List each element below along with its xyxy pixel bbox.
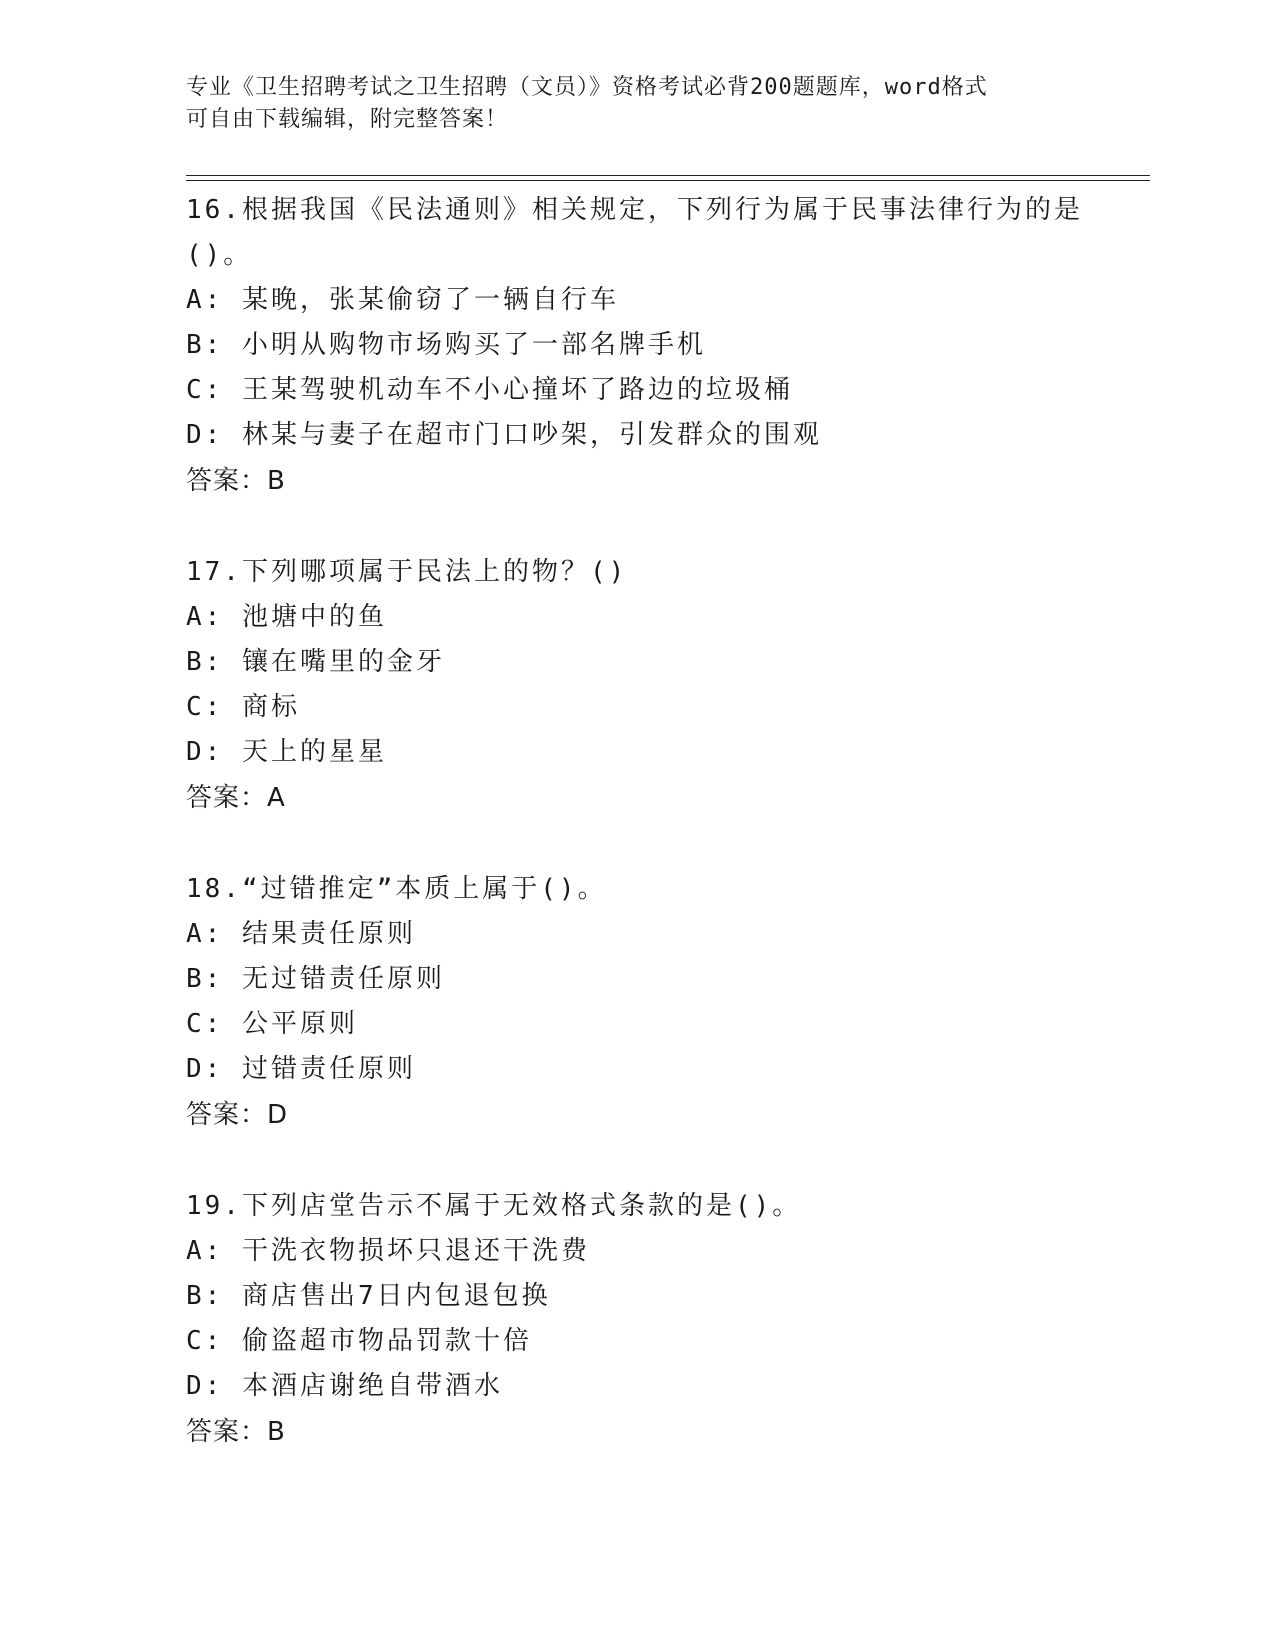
question-stem: 16.根据我国《民法通则》相关规定，下列行为属于民事法律行为的是	[186, 195, 1083, 225]
answer: 答案：D	[186, 1100, 289, 1130]
option-d: D: 过错责任原则	[186, 1054, 416, 1084]
option-b: B: 商店售出7日内包退包换	[186, 1281, 551, 1311]
answer: 答案：A	[186, 783, 286, 813]
option-a: A: 结果责任原则	[186, 919, 416, 949]
question-stem-continued: ()。	[186, 240, 253, 270]
question-list	[186, 188, 1086, 1501]
option-c: C: 公平原则	[186, 1009, 358, 1039]
document-header	[186, 72, 1086, 136]
option-b: B: 镶在嘴里的金牙	[186, 647, 445, 677]
answer: 答案：B	[186, 466, 286, 496]
header-line-1: 专业《卫生招聘考试之卫生招聘（文员）》资格考试必背200题题库，word格式	[186, 75, 988, 100]
question-stem: 18.“过错推定”本质上属于()。	[186, 874, 607, 904]
option-d: D: 天上的星星	[186, 737, 387, 767]
question-stem: 19.下列店堂告示不属于无效格式条款的是()。	[186, 1191, 802, 1221]
option-d: D: 林某与妻子在超市门口吵架，引发群众的围观	[186, 420, 822, 450]
option-b: B: 小明从购物市场购买了一部名牌手机	[186, 330, 706, 360]
answer: 答案：B	[186, 1417, 286, 1447]
option-a: A: 干洗衣物损坏只退还干洗费	[186, 1236, 590, 1266]
option-b: B: 无过错责任原则	[186, 964, 445, 994]
header-divider-top	[186, 175, 1150, 176]
header-line-2: 可自由下载编辑，附完整答案！	[186, 107, 509, 132]
question-19	[186, 1184, 1086, 1455]
question-17	[186, 550, 1086, 821]
question-stem: 17.下列哪项属于民法上的物？()	[186, 557, 628, 587]
option-a: A: 某晚，张某偷窃了一辆自行车	[186, 285, 619, 315]
option-c: C: 王某驾驶机动车不小心撞坏了路边的垃圾桶	[186, 375, 793, 405]
question-18	[186, 867, 1086, 1138]
header-divider-bottom	[186, 180, 1150, 181]
option-a: A: 池塘中的鱼	[186, 602, 387, 632]
option-c: C: 偷盗超市物品罚款十倍	[186, 1326, 532, 1356]
question-16	[186, 188, 1086, 504]
option-d: D: 本酒店谢绝自带酒水	[186, 1371, 503, 1401]
option-c: C: 商标	[186, 692, 300, 722]
